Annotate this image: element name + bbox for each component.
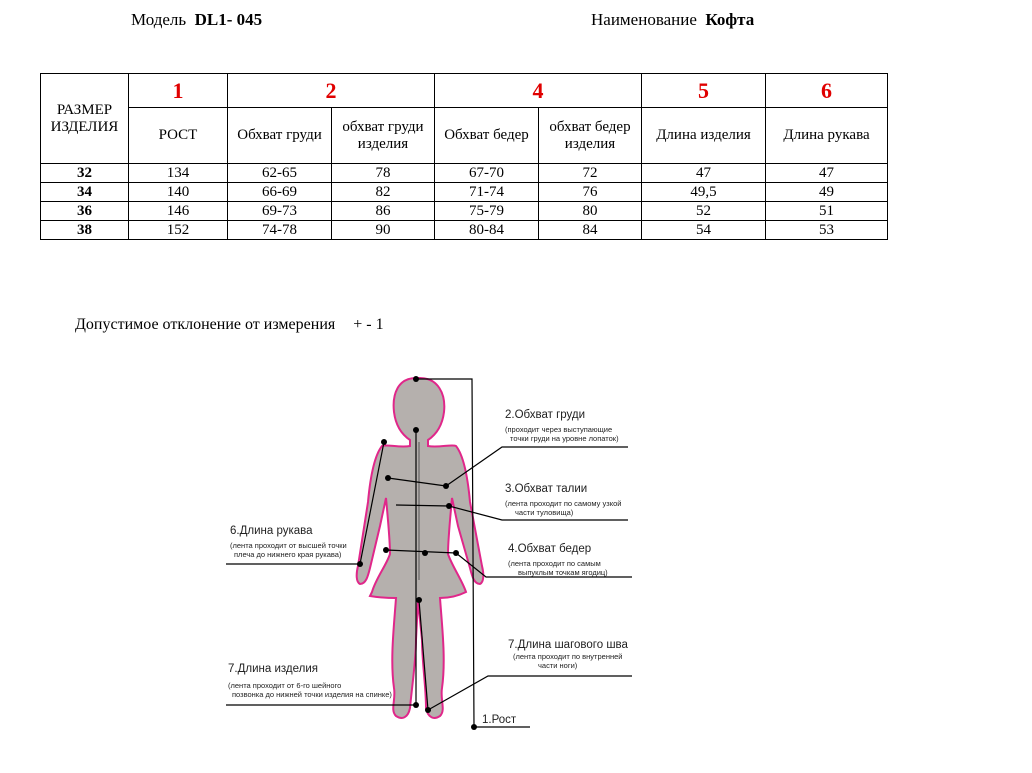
waist-note-line2: части туловища) <box>515 508 574 517</box>
size-cell: 34 <box>41 183 129 202</box>
table-row <box>41 183 888 202</box>
table-cell: 47 <box>642 164 766 183</box>
table-cell: 74-78 <box>228 221 332 240</box>
size-header-cell <box>41 74 129 164</box>
table-cell: 67-70 <box>435 164 539 183</box>
height-point <box>413 376 419 382</box>
chest-title: 2.Обхват груди <box>505 409 586 421</box>
table-cell: 62-65 <box>228 164 332 183</box>
inseam-measure <box>416 597 632 713</box>
sleeve-measure <box>226 439 387 567</box>
inseam-note-line2: части ноги) <box>538 661 578 670</box>
model-header <box>131 10 262 30</box>
body-silhouette <box>357 378 484 718</box>
size-header: РАЗМЕР ИЗДЕЛИЯ <box>50 101 119 135</box>
body-figure <box>357 378 484 718</box>
product-name-header <box>591 10 754 30</box>
table-cell: 80-84 <box>435 221 539 240</box>
model-value: DL1- 045 <box>194 10 263 29</box>
group-number-6: 6 <box>766 74 888 108</box>
column-header: Длина изделия <box>642 108 766 164</box>
table-cell: 66-69 <box>228 183 332 202</box>
table-cell: 49,5 <box>642 183 766 202</box>
hips-point <box>422 550 428 556</box>
chest-note-line1: (проходит через выступающие <box>505 425 613 434</box>
length-point <box>413 427 419 433</box>
column-header: обхват груди изделия <box>332 108 435 164</box>
height-point <box>471 724 477 730</box>
table-cell: 69-73 <box>228 202 332 221</box>
column-header: Длина рукава <box>766 108 888 164</box>
size-cell: 38 <box>41 221 129 240</box>
table-cell: 146 <box>129 202 228 221</box>
table-cell: 71-74 <box>435 183 539 202</box>
inseam-note-line1: (лента проходит по внутренней <box>513 652 623 661</box>
table-row <box>41 164 888 183</box>
table-cell: 152 <box>129 221 228 240</box>
table-cell: 134 <box>129 164 228 183</box>
column-header: обхват бедер изделия <box>539 108 642 164</box>
table-cell: 52 <box>642 202 766 221</box>
sleeve-note-line1: (лента проходит от высшей точки <box>230 541 347 550</box>
size-cell: 32 <box>41 164 129 183</box>
sleeve-point <box>357 561 363 567</box>
group-number-4: 4 <box>435 74 642 108</box>
tolerance-value: + - 1 <box>353 316 384 333</box>
length-note-line1: (лента проходит от 6-го шейного <box>228 681 342 690</box>
length-note-line2: позвонка до нижней точки изделия на спинке) <box>232 690 392 699</box>
inseam-title: 7.Длина шагового шва <box>508 639 628 651</box>
group-number-5: 5 <box>642 74 766 108</box>
chest-note-line2: точки груди на уровне лопаток) <box>510 434 619 443</box>
table-cell: 86 <box>332 202 435 221</box>
length-point <box>413 702 419 708</box>
column-header: Обхват груди <box>228 108 332 164</box>
size-table <box>40 73 888 240</box>
name-label: Наименование <box>591 10 697 29</box>
sleeve-note-line2: плеча до нижнего края рукава) <box>234 550 342 559</box>
table-cell: 140 <box>129 183 228 202</box>
hips-point <box>383 547 389 553</box>
table-cell: 78 <box>332 164 435 183</box>
model-label: Модель <box>131 10 187 29</box>
table-cell: 49 <box>766 183 888 202</box>
chest-leader <box>446 447 628 486</box>
group-number-2: 2 <box>228 74 435 108</box>
waist-point <box>446 503 452 509</box>
inseam-point <box>425 707 431 713</box>
sleeve-point <box>381 439 387 445</box>
sleeve-title: 6.Длина рукава <box>230 525 313 537</box>
length-title: 7.Длина изделия <box>228 663 318 675</box>
measurement-diagram <box>220 370 660 735</box>
group-number-1: 1 <box>129 74 228 108</box>
tolerance-label: Допустимое отклонение от измерения <box>75 316 336 333</box>
table-cell: 82 <box>332 183 435 202</box>
chest-point <box>385 475 391 481</box>
table-cell: 75-79 <box>435 202 539 221</box>
hips-point <box>453 550 459 556</box>
column-header: Обхват бедер <box>435 108 539 164</box>
tolerance-note <box>75 316 384 334</box>
table-row <box>41 202 888 221</box>
size-cell: 36 <box>41 202 129 221</box>
table-cell: 53 <box>766 221 888 240</box>
table-cell: 84 <box>539 221 642 240</box>
table-cell: 72 <box>539 164 642 183</box>
table-row <box>41 221 888 240</box>
table-cell: 90 <box>332 221 435 240</box>
inseam-point <box>416 597 422 603</box>
waist-note-line1: (лента проходит по самому узкой <box>505 499 622 508</box>
height-title: 1.Рост <box>482 714 517 726</box>
table-cell: 80 <box>539 202 642 221</box>
table-cell: 54 <box>642 221 766 240</box>
hips-note-line2: выпуклым точкам ягодиц) <box>518 568 608 577</box>
table-cell: 51 <box>766 202 888 221</box>
table-cell: 76 <box>539 183 642 202</box>
chest-point <box>443 483 449 489</box>
table-cell: 47 <box>766 164 888 183</box>
inseam-leader <box>428 676 632 710</box>
waist-title: 3.Обхват талии <box>505 483 588 495</box>
name-value: Кофта <box>705 10 755 29</box>
hips-note-line1: (лента проходит по самым <box>508 559 601 568</box>
column-header: РОСТ <box>129 108 228 164</box>
hips-title: 4.Обхват бедер <box>508 543 592 555</box>
